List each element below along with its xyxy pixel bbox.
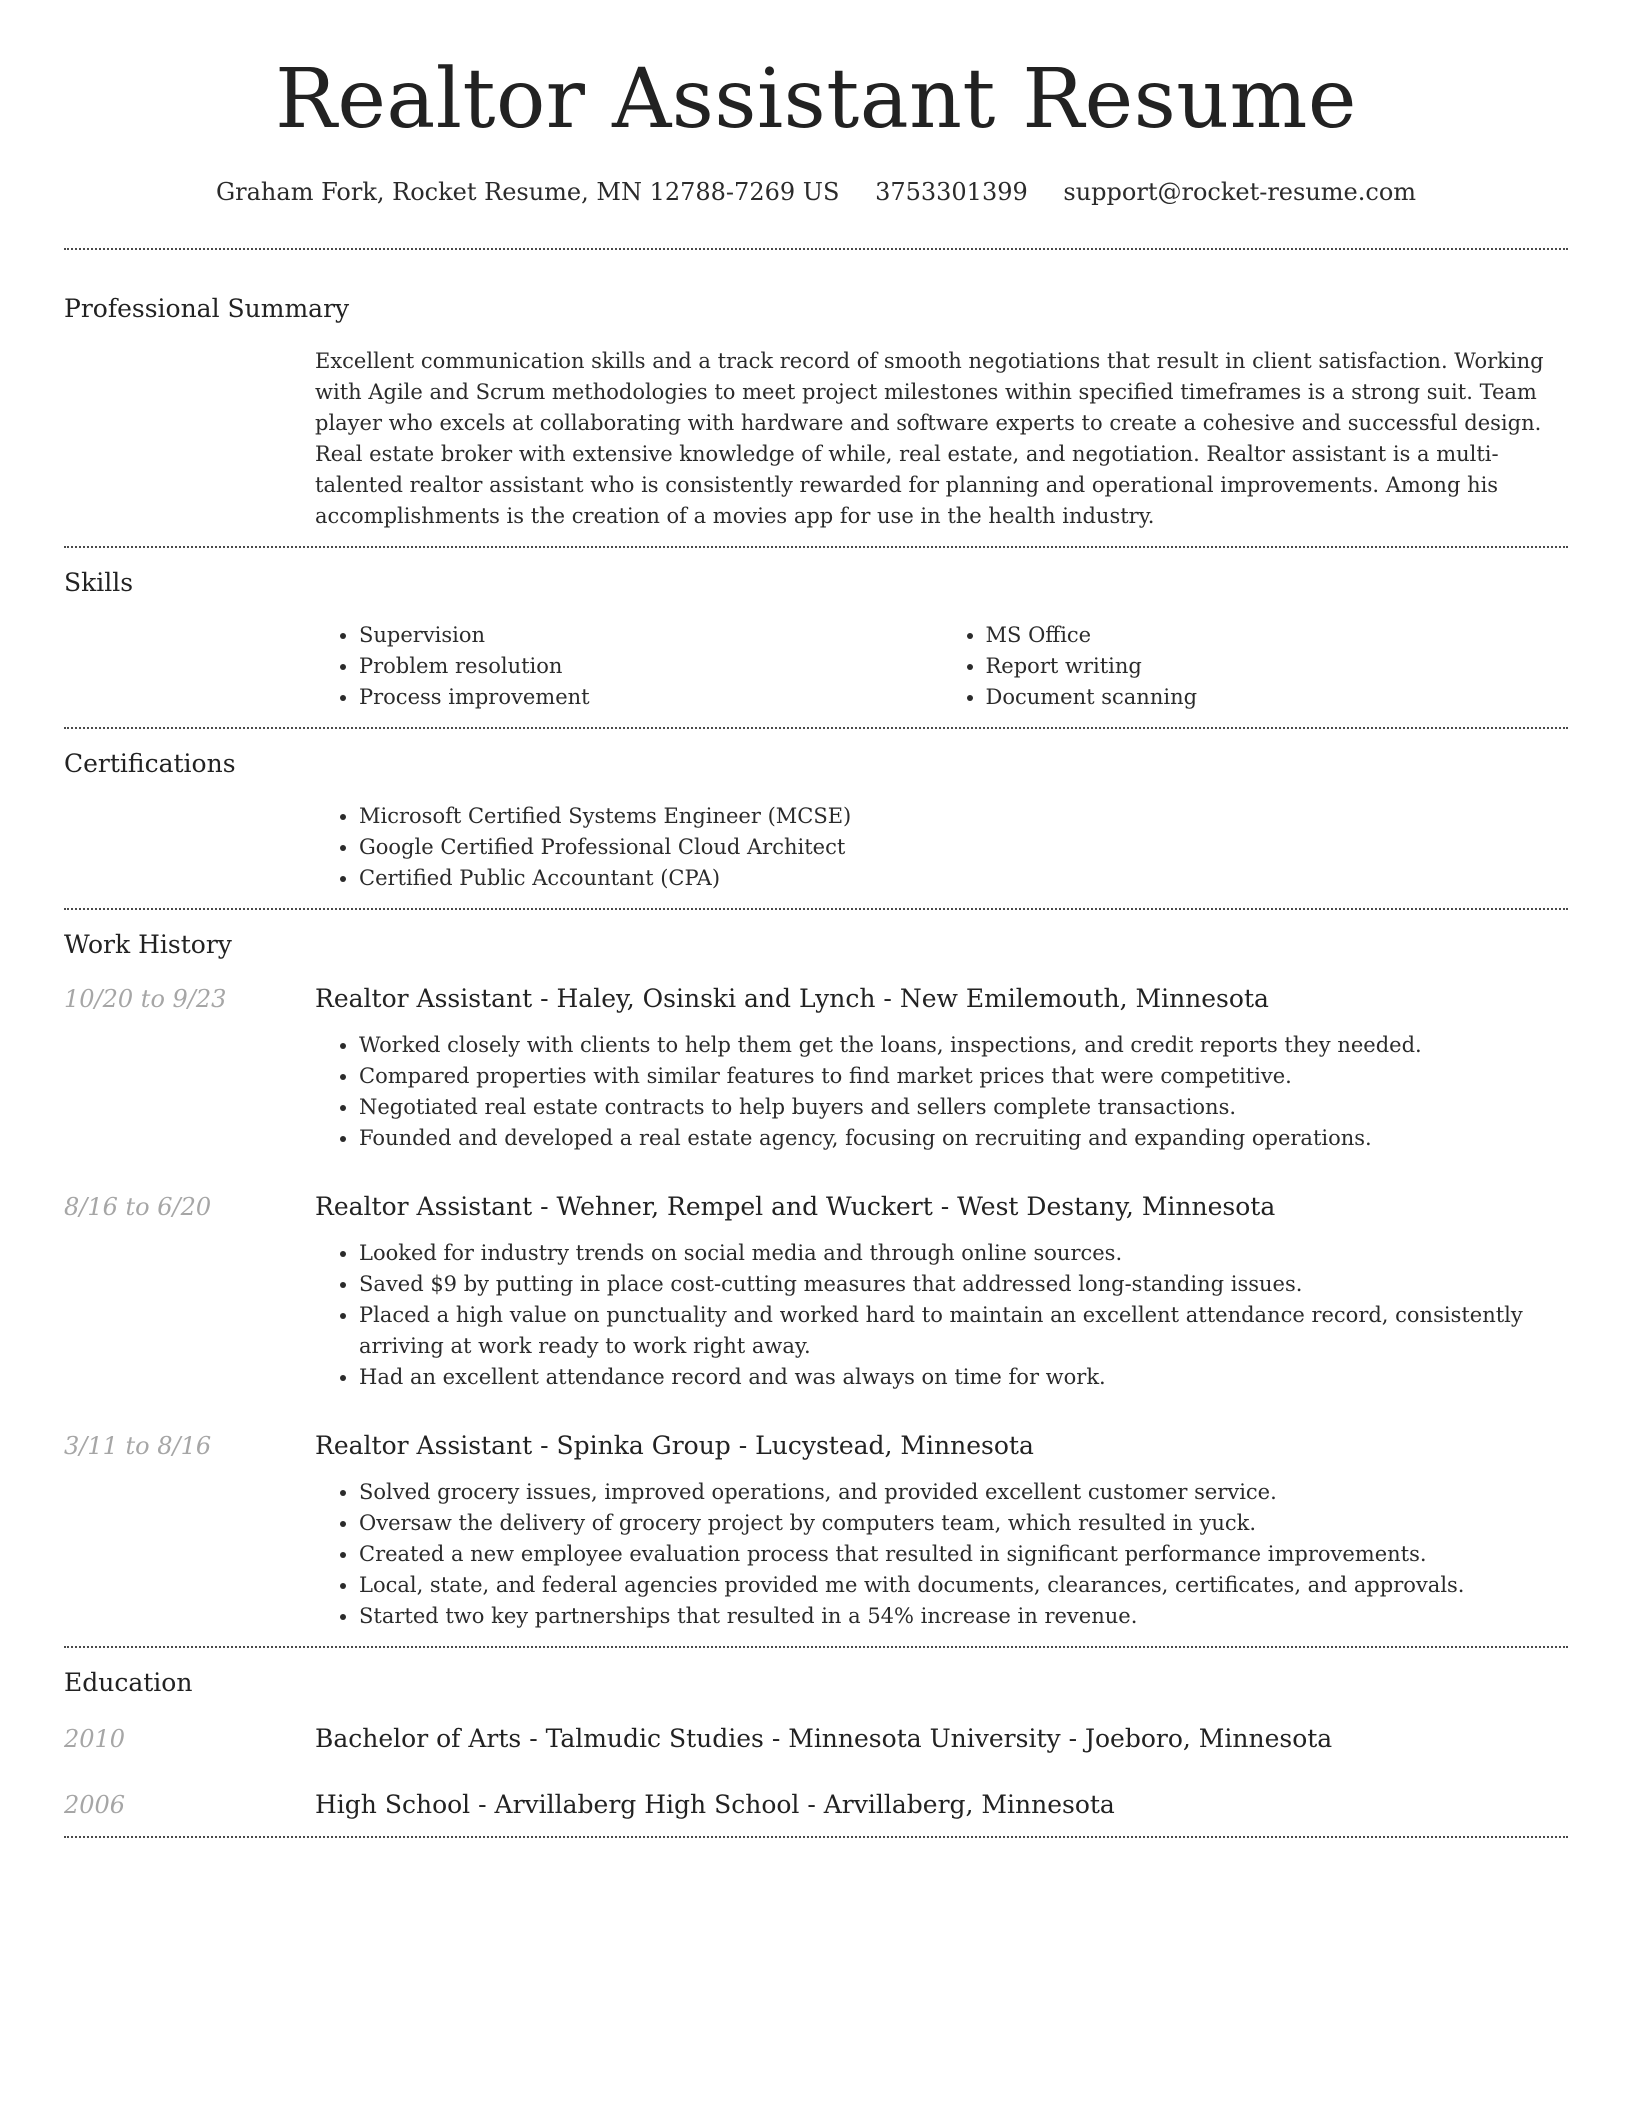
job-entry	[64, 982, 1568, 1154]
job-bullet: • Saved $9 by putting in place cost-cutting measures that addressed long-standing issues.	[359, 1269, 1568, 1300]
certification-item: • Certified Public Accountant (CPA)	[359, 863, 1568, 894]
job-bullets	[315, 1238, 1568, 1393]
skills-content	[315, 620, 1568, 713]
summary-content	[315, 346, 1568, 532]
education-heading: High School - Arvillaberg High School - Arvillaberg, Minnesota	[315, 1790, 1115, 1819]
job-bullet: • Looked for industry trends on social media and through online sources.	[359, 1238, 1568, 1269]
skills-section	[64, 548, 1568, 727]
job-bullet: • Compared properties with similar features to find market prices that were competitive.	[359, 1061, 1568, 1092]
education-heading: Bachelor of Arts - Talmudic Studies - Minnesota University - Joeboro, Minnesota	[315, 1724, 1333, 1753]
job-bullet: • Founded and developed a real estate agency, focusing on recruiting and expanding operations.	[359, 1123, 1568, 1154]
education-year: 2006	[64, 1791, 126, 1819]
job-bullet: • Solved grocery issues, improved operations, and provided excellent customer service.	[359, 1477, 1568, 1508]
job-heading: Realtor Assistant - Wehner, Rempel and Wuckert - West Destany, Minnesota	[315, 1192, 1276, 1221]
job-entry	[64, 1190, 1568, 1393]
job-bullet: • Local, state, and federal agencies provided me with documents, clearances, certificates, and approvals.	[359, 1570, 1568, 1601]
education-entry	[64, 1722, 1568, 1756]
job-entry	[64, 1429, 1568, 1632]
contact-address: Graham Fork, Rocket Resume, MN 12788-7269 US	[215, 178, 840, 206]
job-bullets	[315, 1477, 1568, 1632]
job-bullets	[315, 1030, 1568, 1154]
job-bullet: • Oversaw the delivery of grocery project by computers team, which resulted in yuck.	[359, 1508, 1568, 1539]
job-body	[315, 1429, 1568, 1632]
certifications-content	[315, 801, 1568, 894]
work-history-section	[64, 910, 1568, 1646]
education-section-title: Education	[64, 1668, 193, 1697]
contact-phone: 3753301399	[875, 178, 1028, 206]
job-body	[315, 1190, 1568, 1393]
job-bullet: • Negotiated real estate contracts to help buyers and sellers complete transactions.	[359, 1092, 1568, 1123]
contact-line	[64, 176, 1568, 208]
skills-list-left	[315, 620, 942, 713]
skill-item: • Report writing	[986, 651, 1569, 682]
education-section	[64, 1648, 1568, 1836]
certifications-list	[315, 801, 1568, 894]
certifications-section	[64, 729, 1568, 908]
skill-item: • Supervision	[359, 620, 942, 651]
skill-item: • MS Office	[986, 620, 1569, 651]
job-heading: Realtor Assistant - Haley, Osinski and Lynch - New Emilemouth, Minnesota	[315, 984, 1269, 1013]
skill-item: • Process improvement	[359, 682, 942, 713]
work-history-section-title: Work History	[64, 930, 232, 959]
job-bullet: • Had an excellent attendance record and was always on time for work.	[359, 1362, 1568, 1393]
job-bullet: • Placed a high value on punctuality and worked hard to maintain an excellent attendance record, consistently arriving at work ready to work right away.	[359, 1300, 1568, 1362]
job-bullet: • Created a new employee evaluation process that resulted in significant performance improvements.	[359, 1539, 1568, 1570]
job-dates: 8/16 to 6/20	[64, 1193, 212, 1221]
skills-list-right	[942, 620, 1569, 713]
job-bullet: • Worked closely with clients to help them get the loans, inspections, and credit reports they needed.	[359, 1030, 1568, 1061]
contact-email: support@rocket-resume.com	[1063, 178, 1417, 206]
skill-item: • Problem resolution	[359, 651, 942, 682]
job-bullet: • Started two key partnerships that resulted in a 54% increase in revenue.	[359, 1601, 1568, 1632]
skill-item: • Document scanning	[986, 682, 1569, 713]
job-dates: 3/11 to 8/16	[64, 1432, 212, 1460]
job-heading: Realtor Assistant - Spinka Group - Lucystead, Minnesota	[315, 1431, 1034, 1460]
section-divider	[64, 1836, 1568, 1838]
job-dates: 10/20 to 9/23	[64, 985, 227, 1013]
certification-item: • Google Certified Professional Cloud Architect	[359, 832, 1568, 863]
summary-section-title: Professional Summary	[64, 294, 350, 323]
skills-section-title: Skills	[64, 568, 134, 597]
education-year: 2010	[64, 1725, 126, 1753]
education-entry	[64, 1788, 1568, 1822]
certification-item: • Microsoft Certified Systems Engineer (MCSE)	[359, 801, 1568, 832]
job-body	[315, 982, 1568, 1154]
certifications-section-title: Certifications	[64, 749, 236, 778]
summary-text: Excellent communication skills and a track record of smooth negotiations that result in client satisfaction. Working with Agile and Scrum methodologies to meet project milestones within specified timeframes is a strong suit. Team player who excels at collaborating with hardware and software experts to create a cohesive and successful design. Real estate broker with extensive knowledge of while, real estate, and negotiation. Realtor assistant is a multi-talented realtor assistant who is consistently rewarded for planning and operational improvements. Among his accomplishments is the creation of a movies app for use in the health industry.	[315, 349, 1544, 528]
resume-title: Realtor Assistant Resume	[275, 52, 1357, 147]
summary-section	[64, 250, 1568, 546]
